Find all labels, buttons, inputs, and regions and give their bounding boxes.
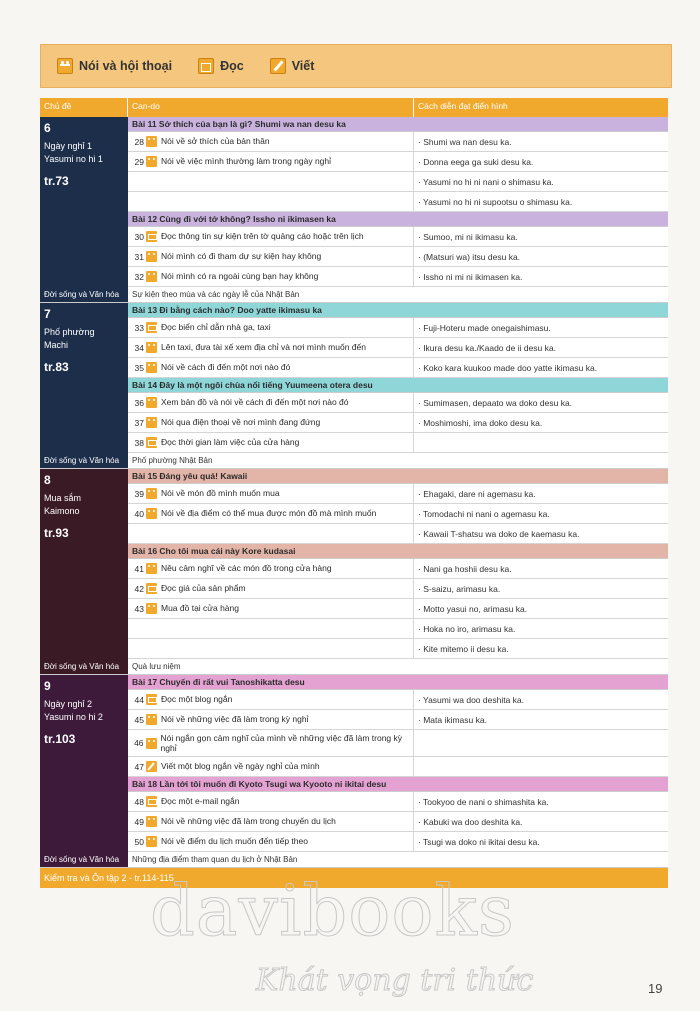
- expression-cell: · Motto yasui no, arimasu ka.: [418, 603, 528, 614]
- cando-number: 46: [134, 738, 144, 748]
- lesson-title: Bài 18 Lần tới tôi muốn đi Kyoto Tsugi wa Kyooto ni ikitai desu: [128, 777, 668, 792]
- cando-text: Nói về những việc đã làm trong chuyến du lịch: [161, 816, 336, 827]
- cando-number: 44: [134, 694, 144, 705]
- talk-icon: [146, 397, 157, 408]
- cando-text: Đọc thời gian làm việc của cửa hàng: [161, 437, 300, 448]
- cando-cell: [128, 227, 414, 246]
- culture-label: Đời sống và Văn hóa: [40, 287, 128, 302]
- expression-cell: [414, 433, 668, 452]
- expression-cell: · Koko kara kuukoo made doo yatte ikimasu ka.: [418, 362, 598, 373]
- talk-icon: [146, 816, 157, 827]
- cando-number: 32: [134, 271, 144, 282]
- lesson-title: Bài 14 Đây là một ngôi chùa nổi tiếng Yuumeena otera desu: [128, 378, 668, 393]
- cando-number: 35: [134, 362, 144, 373]
- cando-row: [128, 192, 668, 212]
- cando-number: 30: [134, 231, 144, 242]
- culture-row: [40, 659, 668, 675]
- cando-text: Đọc biển chỉ dẫn nhà ga, taxi: [161, 322, 271, 333]
- unit-block: [40, 117, 668, 287]
- expression-cell: · Mata ikimasu ka.: [418, 714, 487, 725]
- cando-text: Nói mình có đi tham dự sự kiện hay không: [161, 251, 322, 262]
- expression-cell: · Yasumi wa doo deshita ka.: [418, 694, 524, 705]
- cando-cell: [128, 524, 414, 543]
- talk-icon: [146, 417, 157, 428]
- cando-text: Đọc giá của sản phẩm: [161, 583, 246, 594]
- unit-topic-column: [40, 675, 128, 852]
- cando-cell: [128, 504, 414, 523]
- cando-row: [128, 393, 668, 413]
- cando-number: 50: [134, 836, 144, 847]
- lesson-title: Bài 17 Chuyến đi rất vui Tanoshikatta desu: [128, 675, 668, 690]
- cando-row: [128, 433, 668, 453]
- unit-page: tr.103: [44, 732, 76, 746]
- cando-row: [128, 172, 668, 192]
- cando-cell: [128, 757, 414, 776]
- cando-cell: [128, 132, 414, 151]
- cando-cell: [128, 812, 414, 831]
- expression-cell: · Shumi wa nan desu ka.: [418, 136, 512, 147]
- cando-cell: [128, 710, 414, 729]
- cando-text: Đọc một blog ngắn: [161, 694, 233, 705]
- cando-row: [128, 832, 668, 852]
- cando-row: [128, 152, 668, 172]
- cando-row: [128, 599, 668, 619]
- unit-title-jp: Yasumi no hi 2: [44, 712, 103, 722]
- cando-number: 36: [134, 397, 144, 408]
- unit-number: 6: [44, 121, 51, 135]
- cando-number: 43: [134, 603, 144, 614]
- cando-cell: [128, 639, 414, 658]
- cando-cell: [128, 267, 414, 286]
- culture-row: [40, 852, 668, 868]
- expression-cell: · Yasumi no hi ni nani o shimasu ka.: [418, 176, 554, 187]
- cando-row: [128, 579, 668, 599]
- cando-text: Nêu cảm nghĩ về các món đồ trong cửa hàng: [161, 563, 332, 574]
- expression-cell: · Tookyoo de nani o shimashita ka.: [418, 796, 549, 807]
- talk-icon: [146, 603, 157, 614]
- talk-icon: [146, 714, 157, 725]
- unit-topic-column: [40, 303, 128, 453]
- expression-cell: · Moshimoshi, ima doko desu ka.: [418, 417, 543, 428]
- cando-number: 47: [134, 761, 144, 772]
- talk-icon: [146, 488, 157, 499]
- cando-number: 38: [134, 437, 144, 448]
- cando-text: Nói về việc mình thường làm trong ngày nghỉ: [161, 156, 332, 167]
- talk-icon: [146, 836, 157, 847]
- culture-row: [40, 453, 668, 469]
- cando-text: Nói về điểm du lịch muốn đến tiếp theo: [161, 836, 308, 847]
- expression-cell: · Ikura desu ka./Kaado de ii desu ka.: [418, 342, 556, 353]
- expression-cell: · Issho ni mi ni ikimasen ka.: [418, 271, 523, 282]
- cando-number: 33: [134, 322, 144, 333]
- unit-title-vi: Mua sắm: [44, 493, 82, 503]
- cando-cell: [128, 730, 414, 756]
- cando-cell: [128, 393, 414, 412]
- cando-text: Mua đồ tại cửa hàng: [161, 603, 239, 614]
- lesson-title: Bài 15 Đáng yêu quá! Kawaii: [128, 469, 668, 484]
- expression-cell: · Sumoo, mi ni ikimasu ka.: [418, 231, 518, 242]
- cando-row: [128, 227, 668, 247]
- expression-cell: [414, 730, 668, 756]
- cando-cell: [128, 599, 414, 618]
- unit-topic-column: [40, 117, 128, 287]
- cando-row: [128, 267, 668, 287]
- cando-number: 29: [134, 156, 144, 167]
- unit-title-vi: Phố phường: [44, 327, 95, 337]
- culture-text: Những địa điểm tham quan du lịch ở Nhật Bản: [128, 852, 668, 867]
- cando-row: [128, 730, 668, 757]
- header-topic: Chủ đề: [40, 98, 128, 117]
- expression-cell: · Ehagaki, dare ni agemasu ka.: [418, 488, 536, 499]
- cando-row: [128, 639, 668, 659]
- culture-text: Phố phường Nhật Bản: [128, 453, 668, 468]
- cando-text: Lên taxi, đưa tài xế xem địa chỉ và nơi mình muốn đến: [161, 342, 366, 353]
- expression-cell: · Donna eega ga suki desu ka.: [418, 156, 534, 167]
- cando-cell: [128, 792, 414, 811]
- cando-row: [128, 484, 668, 504]
- cando-row: [128, 619, 668, 639]
- legend-write: [270, 58, 315, 74]
- cando-cell: [128, 318, 414, 337]
- cando-text: Xem bản đồ và nói về cách đi đến một nơi nào đó: [161, 397, 349, 408]
- book-icon: [146, 322, 157, 333]
- unit-block: [40, 675, 668, 852]
- talk-icon: [146, 251, 157, 262]
- legend-read-label: Đọc: [220, 59, 244, 73]
- book-icon: [198, 58, 214, 74]
- unit-title-jp: Yasumi no hi 1: [44, 154, 103, 164]
- unit-topic-column: [40, 469, 128, 659]
- expression-cell: · Tomodachi ni nani o agemasu ka.: [418, 508, 550, 519]
- book-icon: [146, 583, 157, 594]
- unit-number: 8: [44, 473, 51, 487]
- cando-number: 48: [134, 796, 144, 807]
- unit-page: tr.73: [44, 174, 69, 188]
- lesson-title: Bài 12 Cùng đi với tớ không? Issho ni ikimasen ka: [128, 212, 668, 227]
- cando-cell: [128, 152, 414, 171]
- expression-cell: · Hoka no iro, arimasu ka.: [418, 623, 516, 634]
- book-icon: [146, 796, 157, 807]
- watermark-brand: davibooks: [150, 870, 515, 952]
- talk-icon: [146, 738, 157, 749]
- unit-title-jp: Machi: [44, 340, 69, 350]
- cando-cell: [128, 433, 414, 452]
- expression-cell: · Kabuki wa doo deshita ka.: [418, 816, 523, 827]
- unit-page: tr.83: [44, 360, 69, 374]
- talk-icon: [146, 563, 157, 574]
- cando-text: Nói qua điện thoại về nơi mình đang đứng: [161, 417, 321, 428]
- expression-cell: · Kite mitemo ii desu ka.: [418, 643, 509, 654]
- legend-write-label: Viết: [291, 59, 315, 73]
- units-container: [40, 117, 668, 868]
- expression-cell: [414, 757, 668, 776]
- book-icon: [146, 437, 157, 448]
- cando-row: [128, 338, 668, 358]
- cando-row: [128, 132, 668, 152]
- syllabus-table: [40, 98, 668, 888]
- watermark-slogan: Khát vọng tri thức: [256, 963, 534, 998]
- cando-row: [128, 504, 668, 524]
- cando-cell: [128, 559, 414, 578]
- cando-number: 31: [134, 251, 144, 262]
- cando-row: [128, 318, 668, 338]
- cando-text: Nói về địa điểm có thể mua được món đồ mà mình muốn: [161, 508, 377, 519]
- cando-cell: [128, 172, 414, 191]
- cando-number: 41: [134, 563, 144, 574]
- unit-block: [40, 303, 668, 453]
- book-icon: [146, 231, 157, 242]
- cando-row: [128, 757, 668, 777]
- expression-cell: · Fuji-Hoteru made onegaishimasu.: [418, 322, 551, 333]
- cando-cell: [128, 484, 414, 503]
- expression-cell: · Nani ga hoshii desu ka.: [418, 563, 512, 574]
- cando-number: 37: [134, 417, 144, 428]
- cando-row: [128, 690, 668, 710]
- cando-cell: [128, 579, 414, 598]
- lesson-title: Bài 16 Cho tôi mua cái này Kore kudasai: [128, 544, 668, 559]
- cando-row: [128, 559, 668, 579]
- cando-number: 40: [134, 508, 144, 519]
- culture-label: Đời sống và Văn hóa: [40, 659, 128, 674]
- legend-talk-label: Nói và hội thoại: [79, 59, 173, 73]
- cando-cell: [128, 690, 414, 709]
- cando-row: [128, 792, 668, 812]
- culture-text: Quà lưu niệm: [128, 659, 668, 674]
- cando-text: Đọc một e-mail ngắn: [161, 796, 240, 807]
- unit-title-jp: Kaimono: [44, 506, 80, 516]
- culture-row: [40, 287, 668, 303]
- cando-row: [128, 247, 668, 267]
- review-bar: Kiểm tra và Ôn tập 2 - tr.114-115: [40, 868, 668, 888]
- cando-text: Nói về món đồ mình muốn mua: [161, 488, 280, 499]
- cando-text: Nói mình có ra ngoài cùng bạn hay không: [161, 271, 319, 282]
- cando-number: 28: [134, 136, 144, 147]
- talk-icon: [146, 342, 157, 353]
- page-number: 19: [648, 981, 663, 996]
- cando-text: Nói về những việc đã làm trong kỳ nghỉ: [161, 714, 309, 725]
- cando-number: 49: [134, 816, 144, 827]
- cando-text: Nói về sở thích của bản thân: [161, 136, 270, 147]
- cando-text: Nói ngắn gọn cảm nghĩ của mình về những việc đã làm trong kỳ nghỉ: [160, 732, 403, 753]
- legend-talk: [57, 58, 172, 74]
- table-header: [40, 98, 668, 117]
- cando-row: [128, 358, 668, 378]
- culture-label: Đời sống và Văn hóa: [40, 852, 128, 867]
- talk-icon: [146, 362, 157, 373]
- header-expression: Cách diễn đạt điển hình: [418, 101, 508, 111]
- expression-cell: · S-saizu, arimasu ka.: [418, 583, 501, 594]
- cando-row: [128, 710, 668, 730]
- cando-cell: [128, 619, 414, 638]
- unit-block: [40, 469, 668, 659]
- cando-cell: [128, 192, 414, 211]
- cando-number: 39: [134, 488, 144, 499]
- cando-number: 45: [134, 714, 144, 725]
- expression-cell: · (Matsuri wa) itsu desu ka.: [418, 251, 521, 262]
- talk-icon: [57, 58, 73, 74]
- cando-row: [128, 413, 668, 433]
- cando-cell: [128, 832, 414, 851]
- cando-row: [128, 812, 668, 832]
- cando-number: 34: [134, 342, 144, 353]
- header-cando: Can-do: [128, 98, 414, 117]
- culture-text: Sự kiện theo mùa và các ngày lễ của Nhật Bản: [128, 287, 668, 302]
- unit-page: tr.93: [44, 526, 69, 540]
- legend-bar: [40, 44, 672, 88]
- lesson-title: Bài 13 Đi bằng cách nào? Doo yatte ikimasu ka: [128, 303, 668, 318]
- unit-number: 9: [44, 679, 51, 693]
- cando-text: Đọc thông tin sự kiện trên tờ quảng cáo hoặc trên lịch: [161, 231, 364, 242]
- unit-number: 7: [44, 307, 51, 321]
- cando-row: [128, 524, 668, 544]
- cando-number: 42: [134, 583, 144, 594]
- unit-title-vi: Ngày nghỉ 1: [44, 141, 93, 151]
- talk-icon: [146, 271, 157, 282]
- lesson-title: Bài 11 Sở thích của bạn là gì? Shumi wa nan desu ka: [128, 117, 668, 132]
- expression-cell: · Tsugi wa doko ni ikitai desu ka.: [418, 836, 540, 847]
- expression-cell: · Yasumi no hi ni supootsu o shimasu ka.: [418, 196, 573, 207]
- culture-label: Đời sống và Văn hóa: [40, 453, 128, 468]
- cando-cell: [128, 413, 414, 432]
- cando-cell: [128, 247, 414, 266]
- talk-icon: [146, 136, 157, 147]
- legend-read: [198, 58, 244, 74]
- pencil-icon: [146, 761, 157, 772]
- talk-icon: [146, 156, 157, 167]
- expression-cell: · Sumimasen, depaato wa doko desu ka.: [418, 397, 573, 408]
- cando-text: Viết một blog ngắn về ngày nghỉ của mình: [161, 761, 320, 772]
- pencil-icon: [270, 58, 286, 74]
- cando-text: Nói về cách đi đến một nơi nào đó: [161, 362, 291, 373]
- expression-cell: · Kawaii T-shatsu wa doko de kaemasu ka.: [418, 528, 580, 539]
- cando-cell: [128, 358, 414, 377]
- cando-cell: [128, 338, 414, 357]
- talk-icon: [146, 508, 157, 519]
- book-icon: [146, 694, 157, 705]
- unit-title-vi: Ngày nghỉ 2: [44, 699, 93, 709]
